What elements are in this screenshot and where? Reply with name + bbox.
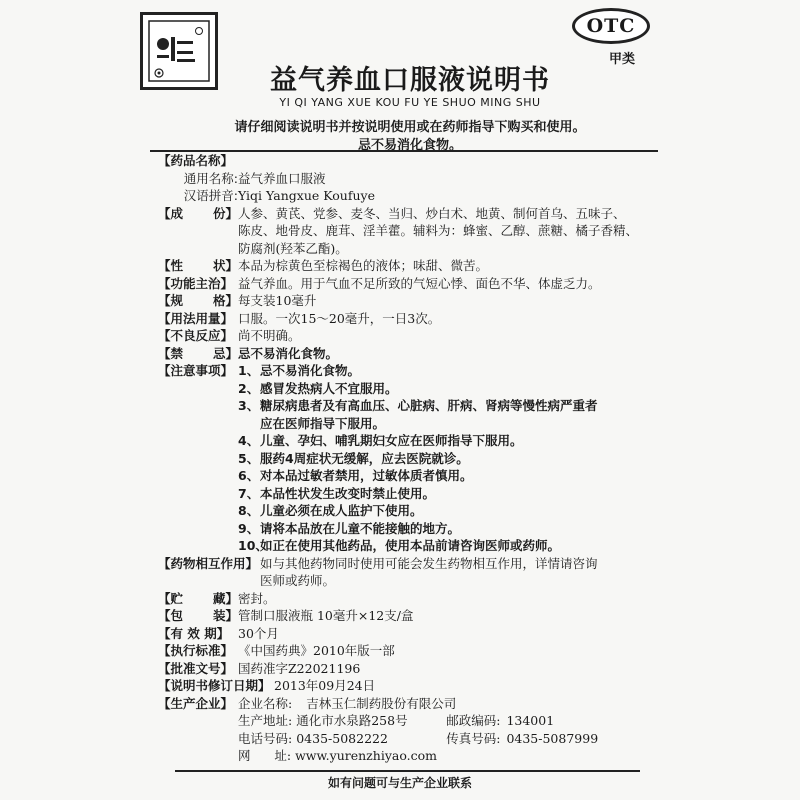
revised-label: 【说明书修订日期】 xyxy=(158,678,271,693)
list-item: 4、 儿童、孕妇、哺乳期妇女应在医师指导下服用。 xyxy=(238,433,523,448)
appearance-label: 【性 状】 xyxy=(158,258,238,273)
package-value: 管制口服液瓶 10毫升×12支/盒 xyxy=(238,608,414,623)
interaction-value-1: 如与其他药物同时使用可能会发生药物相互作用，详情请咨询 xyxy=(260,555,598,571)
pinyin-label: 汉语拼音: xyxy=(183,188,238,203)
usage-value: 口服。一次15～20毫升，一日3次。 xyxy=(238,310,441,326)
package-label: 【包 装】 xyxy=(158,608,238,623)
interaction-row xyxy=(158,555,663,573)
standard-row xyxy=(158,642,663,660)
footer-divider xyxy=(175,770,640,772)
list-item: 7、 本品性状发生改变时禁止使用。 xyxy=(238,485,436,501)
phone-value: 0435-5082222 xyxy=(296,730,388,746)
validity-row xyxy=(158,625,663,643)
list-item: 6、 对本品过敏者禁用，过敏体质者慎用。 xyxy=(238,468,473,483)
indication-value: 益气养血。用于气血不足所致的气短心悸、面色不华、体虚乏力。 xyxy=(238,275,601,291)
postcode-label: 邮政编码: xyxy=(446,713,501,728)
generic-label: 通用名称: xyxy=(183,170,238,186)
appearance-row xyxy=(158,257,663,275)
logo-mark-icon xyxy=(143,15,215,87)
precautions-section xyxy=(158,362,663,555)
storage-label: 【贮 藏】 xyxy=(158,590,238,606)
interaction-value-2: 医师或药师。 xyxy=(260,573,336,588)
ingredients-row xyxy=(158,205,663,223)
appearance-value: 本品为棕黄色至棕褐色的液体；味甜、微苦。 xyxy=(238,258,489,273)
precautions-label: 【注意事项】 xyxy=(158,363,234,378)
name-section xyxy=(158,152,663,170)
interaction-row-2 xyxy=(158,572,663,590)
postcode-value: 134001 xyxy=(506,713,555,728)
storage-value: 密封。 xyxy=(238,590,276,606)
precautions-row xyxy=(158,362,663,380)
phone-label: 电话号码: xyxy=(238,730,293,746)
contra-value: 忌不易消化食物。 xyxy=(238,345,339,361)
list-item: 9、 请将本品放在儿童不能接触的地方。 xyxy=(238,520,461,536)
web-value: www.yurenzhiyao.com xyxy=(295,748,437,763)
adverse-value: 尚不明确。 xyxy=(238,328,301,343)
company-value: 吉林玉仁制药股份有限公司 xyxy=(306,695,457,711)
adverse-label: 【不良反应】 xyxy=(158,328,234,343)
standard-label: 【执行标准】 xyxy=(158,643,234,658)
approval-row xyxy=(158,660,663,678)
spec-row xyxy=(158,292,663,310)
storage-row xyxy=(158,590,663,608)
revised-value: 2013年09月24日 xyxy=(274,678,376,693)
otc-label: OTC xyxy=(572,8,650,44)
document-title: 益气养血口服液说明书 xyxy=(270,65,550,96)
contra-row xyxy=(158,345,663,363)
web-row xyxy=(158,747,663,765)
ingredients-value-1: 人参、黄芪、党参、麦冬、当归、炒白术、地黄、制何首乌、五味子、 xyxy=(238,205,626,221)
ingredients-label: 【成 份】 xyxy=(158,205,238,221)
manufacturer-row xyxy=(158,695,663,713)
list-item: 3、 糖尿病患者及有高血压、心脏病、肝病、肾病等慢性病严重者 xyxy=(238,398,598,413)
list-item: 8、 儿童必须在成人监护下使用。 xyxy=(238,503,423,518)
indication-row xyxy=(158,275,663,293)
generic-name-row xyxy=(158,170,663,188)
list-item: 5、 服药4周症状无缓解，应去医院就诊。 xyxy=(238,450,469,466)
address-row xyxy=(158,712,663,730)
adverse-row xyxy=(158,327,663,345)
spec-value: 每支装10毫升 xyxy=(238,293,317,308)
diet-notice: 忌不易消化食物。 xyxy=(357,138,462,153)
name-label: 【药品名称】 xyxy=(158,153,234,168)
manufacturer-label: 【生产企业】 xyxy=(158,695,234,711)
validity-label: 【有 效 期】 xyxy=(158,625,230,641)
address-value: 通化市水泉路258号 xyxy=(296,713,408,728)
company-label: 企业名称: xyxy=(238,695,293,711)
ingredients-value-3: 防腐剂(羟苯乙酯)。 xyxy=(238,240,348,256)
leaflet-body xyxy=(158,152,663,765)
interaction-label: 【药物相互作用】 xyxy=(158,555,259,571)
fax-label: 传真号码: xyxy=(446,730,501,746)
title-pinyin: YI QI YANG XUE KOU FU YE SHUO MING SHU xyxy=(279,96,541,109)
ingredients-value-2: 陈皮、地骨皮、鹿茸、淫羊藿。辅料为：蜂蜜、乙醇、蔗糖、橘子香精、 xyxy=(238,223,639,238)
spec-label: 【规 格】 xyxy=(158,293,238,308)
company-logo xyxy=(140,12,218,90)
list-item: 应在医师指导下服用。 xyxy=(260,415,386,431)
header-divider xyxy=(150,150,658,152)
company-line xyxy=(238,695,663,713)
validity-value: 30个月 xyxy=(238,625,279,641)
usage-label: 【用法用量】 xyxy=(158,310,234,326)
standard-value: 《中国药典》2010年版一部 xyxy=(238,643,395,658)
revised-row xyxy=(158,677,663,695)
indication-label: 【功能主治】 xyxy=(158,275,234,291)
generic-value: 益气养血口服液 xyxy=(238,170,326,186)
package-row xyxy=(158,607,663,625)
pinyin-value: Yiqi Yangxue Koufuye xyxy=(238,188,375,203)
list-item: 2、 感冒发热病人不宜服用。 xyxy=(238,380,398,396)
ingredients-row-2 xyxy=(158,222,663,240)
pinyin-row xyxy=(158,187,663,205)
ingredients-row-3 xyxy=(158,240,663,258)
approval-value: 国药准字Z22021196 xyxy=(238,660,361,676)
address-label: 生产地址: xyxy=(238,713,293,728)
web-label: 网 址: xyxy=(238,748,292,763)
footer-contact-note: 如有问题可与生产企业联系 xyxy=(327,776,472,790)
list-item: 1、 忌不易消化食物。 xyxy=(238,363,361,378)
phone-row xyxy=(158,730,663,748)
contra-label: 【禁 忌】 xyxy=(158,345,238,361)
usage-row xyxy=(158,310,663,328)
list-item: 10、 如正在使用其他药品，使用本品前请咨询医师或药师。 xyxy=(238,538,561,553)
otc-class: 甲类 xyxy=(608,52,635,67)
approval-label: 【批准文号】 xyxy=(158,660,234,676)
usage-notice: 请仔细阅读说明书并按说明使用或在药师指导下购买和使用。 xyxy=(234,120,586,135)
fax-value: 0435-5087999 xyxy=(506,730,599,746)
